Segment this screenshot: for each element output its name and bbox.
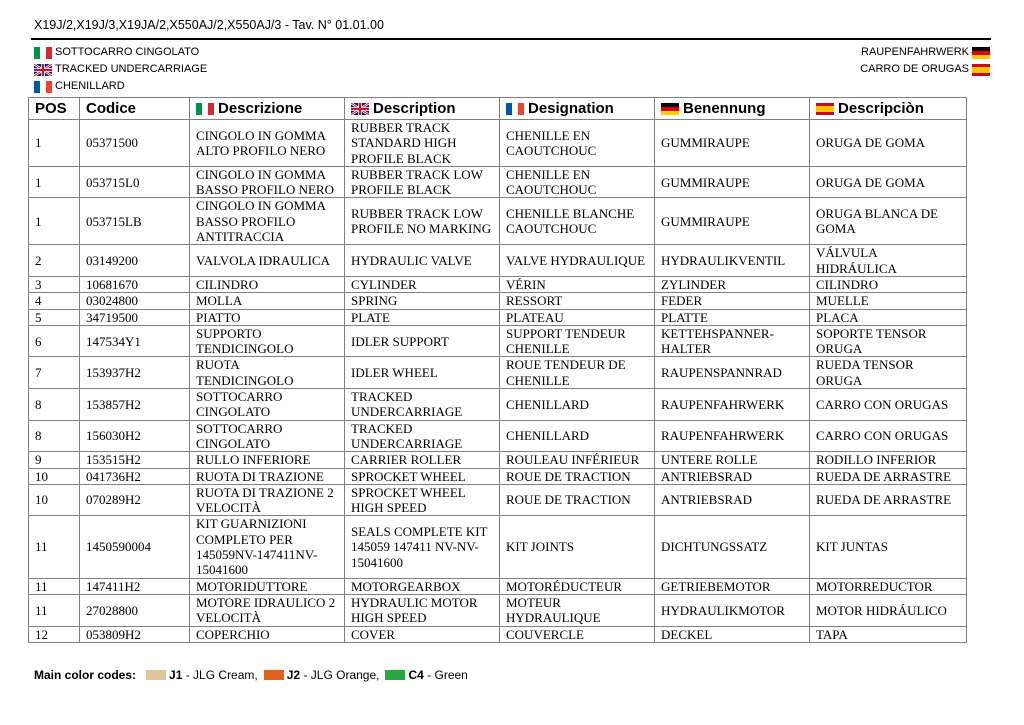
- table-row: [29, 484, 967, 516]
- table-cell: 05371500: [80, 120, 190, 167]
- table-cell: RUEDA DE ARRASTRE: [810, 484, 967, 516]
- section-title-line: [34, 78, 207, 95]
- legend-item: [146, 668, 258, 682]
- table-row: [29, 293, 967, 309]
- table-cell: CHENILLARD: [500, 389, 655, 421]
- section-title-line: [860, 44, 990, 61]
- table-row: [29, 325, 967, 357]
- table-cell: 03149200: [80, 245, 190, 277]
- table-cell: RULLO INFERIORE: [190, 452, 345, 468]
- section-title-line: [860, 61, 990, 78]
- table-cell: VALVE HYDRAULIQUE: [500, 245, 655, 277]
- table-cell: 1: [29, 166, 80, 198]
- table-row: [29, 276, 967, 292]
- table-cell: RUBBER TRACK LOW PROFILE NO MARKING: [345, 198, 500, 245]
- table-cell: CARRO CON ORUGAS: [810, 420, 967, 452]
- table-cell: IDLER SUPPORT: [345, 325, 500, 357]
- section-title-text: SOTTOCARRO CINGOLATO: [55, 46, 200, 58]
- table-cell: MOLLA: [190, 293, 345, 309]
- table-cell: 8: [29, 389, 80, 421]
- table-cell: ORUGA DE GOMA: [810, 120, 967, 167]
- table-cell: 3: [29, 276, 80, 292]
- table-row: [29, 578, 967, 594]
- table-cell: 6: [29, 325, 80, 357]
- spain-flag-icon: [816, 103, 834, 115]
- table-cell: 147411H2: [80, 578, 190, 594]
- color-swatch: [264, 670, 284, 680]
- table-cell: CARRIER ROLLER: [345, 452, 500, 468]
- color-description: - JLG Cream,: [182, 668, 258, 682]
- header-divider: [31, 38, 991, 40]
- table-cell: FEDER: [655, 293, 810, 309]
- column-header: [29, 98, 80, 120]
- table-cell: SUPPORT TENDEUR CHENILLE: [500, 325, 655, 357]
- table-cell: ROULEAU INFÉRIEUR: [500, 452, 655, 468]
- table-row: [29, 245, 967, 277]
- table-cell: 8: [29, 420, 80, 452]
- germany-flag-icon: [972, 47, 990, 59]
- table-cell: CYLINDER: [345, 276, 500, 292]
- table-cell: PLATE: [345, 309, 500, 325]
- table-cell: MOTORIDUTTORE: [190, 578, 345, 594]
- table-cell: 12: [29, 626, 80, 642]
- column-header: [500, 98, 655, 120]
- table-cell: CARRO CON ORUGAS: [810, 389, 967, 421]
- table-cell: VÁLVULA HIDRÁULICA: [810, 245, 967, 277]
- table-row: [29, 452, 967, 468]
- italy-flag-icon: [196, 103, 214, 115]
- table-cell: PLATEAU: [500, 309, 655, 325]
- table-cell: 2: [29, 245, 80, 277]
- table-cell: KETTEHSPANNER-HALTER: [655, 325, 810, 357]
- table-cell: MOTEUR HYDRAULIQUE: [500, 594, 655, 626]
- table-row: [29, 120, 967, 167]
- table-cell: 03024800: [80, 293, 190, 309]
- table-cell: TRACKED UNDERCARRIAGE: [345, 389, 500, 421]
- color-swatch: [146, 670, 166, 680]
- table-cell: 156030H2: [80, 420, 190, 452]
- color-legend: [34, 668, 474, 682]
- column-header: [655, 98, 810, 120]
- table-cell: UNTERE ROLLE: [655, 452, 810, 468]
- table-cell: IDLER WHEEL: [345, 357, 500, 389]
- table-cell: ROUE DE TRACTION: [500, 468, 655, 484]
- table-cell: DECKEL: [655, 626, 810, 642]
- table-cell: 1: [29, 198, 80, 245]
- table-cell: 10: [29, 468, 80, 484]
- table-cell: RUEDA DE ARRASTRE: [810, 468, 967, 484]
- table-cell: SOPORTE TENSOR ORUGA: [810, 325, 967, 357]
- table-row: [29, 166, 967, 198]
- table-cell: 070289H2: [80, 484, 190, 516]
- section-title-line: [34, 44, 207, 61]
- parts-table: [28, 97, 967, 643]
- table-cell: 34719500: [80, 309, 190, 325]
- table-cell: 153937H2: [80, 357, 190, 389]
- legend-items: [146, 668, 474, 682]
- table-cell: RUBBER TRACK STANDARD HIGH PROFILE BLACK: [345, 120, 500, 167]
- table-cell: ANTRIEBSRAD: [655, 484, 810, 516]
- table-cell: RAUPENSPANNRAD: [655, 357, 810, 389]
- column-header: [190, 98, 345, 120]
- table-cell: RUEDA TENSOR ORUGA: [810, 357, 967, 389]
- table-cell: VÉRIN: [500, 276, 655, 292]
- table-cell: 053715L0: [80, 166, 190, 198]
- table-cell: CHENILLARD: [500, 420, 655, 452]
- section-titles-right: [860, 44, 990, 78]
- table-cell: PLATTE: [655, 309, 810, 325]
- legend-item: [385, 668, 467, 682]
- table-cell: CILINDRO: [810, 276, 967, 292]
- table-row: [29, 468, 967, 484]
- column-header-label: Descripciòn: [838, 100, 924, 117]
- table-cell: HYDRAULIKMOTOR: [655, 594, 810, 626]
- table-cell: 1: [29, 120, 80, 167]
- table-cell: RAUPENFAHRWERK: [655, 420, 810, 452]
- column-header-label: POS: [35, 100, 67, 117]
- table-cell: 053715LB: [80, 198, 190, 245]
- table-cell: SPRING: [345, 293, 500, 309]
- table-row: [29, 389, 967, 421]
- table-cell: ZYLINDER: [655, 276, 810, 292]
- table-row: [29, 309, 967, 325]
- table-cell: KIT JOINTS: [500, 516, 655, 578]
- table-cell: 5: [29, 309, 80, 325]
- table-cell: RUOTA TENDICINGOLO: [190, 357, 345, 389]
- italy-flag-icon: [34, 47, 52, 59]
- table-cell: MOTORREDUCTOR: [810, 578, 967, 594]
- table-cell: KIT JUNTAS: [810, 516, 967, 578]
- column-header: [345, 98, 500, 120]
- color-swatch: [385, 670, 405, 680]
- table-cell: SPROCKET WHEEL: [345, 468, 500, 484]
- color-code: C4: [408, 668, 424, 682]
- table-row: [29, 594, 967, 626]
- table-cell: CHENILLE BLANCHE CAOUTCHOUC: [500, 198, 655, 245]
- table-cell: DICHTUNGSSATZ: [655, 516, 810, 578]
- france-flag-icon: [34, 81, 52, 93]
- uk-flag-icon: [351, 103, 369, 115]
- section-titles-left: [34, 44, 207, 95]
- table-cell: 153857H2: [80, 389, 190, 421]
- table-cell: RAUPENFAHRWERK: [655, 389, 810, 421]
- table-cell: SUPPORTO TENDICINGOLO: [190, 325, 345, 357]
- table-cell: RUBBER TRACK LOW PROFILE BLACK: [345, 166, 500, 198]
- table-cell: ORUGA BLANCA DE GOMA: [810, 198, 967, 245]
- table-cell: 10681670: [80, 276, 190, 292]
- column-header-label: Descrizione: [218, 100, 303, 117]
- germany-flag-icon: [661, 103, 679, 115]
- color-description: - JLG Orange,: [300, 668, 380, 682]
- table-cell: SPROCKET WHEEL HIGH SPEED: [345, 484, 500, 516]
- table-cell: MOTOR HIDRÁULICO: [810, 594, 967, 626]
- table-cell: CHENILLE EN CAOUTCHOUC: [500, 120, 655, 167]
- table-cell: 153515H2: [80, 452, 190, 468]
- color-code: J2: [286, 668, 301, 682]
- table-cell: 053809H2: [80, 626, 190, 642]
- table-cell: MOTORE IDRAULICO 2 VELOCITÀ: [190, 594, 345, 626]
- table-cell: ROUE TENDEUR DE CHENILLE: [500, 357, 655, 389]
- table-cell: RESSORT: [500, 293, 655, 309]
- table-cell: SEALS COMPLETE KIT 145059 147411 NV-NV-15041600: [345, 516, 500, 578]
- color-description: - Green: [423, 668, 468, 682]
- table-row: [29, 357, 967, 389]
- table-cell: CINGOLO IN GOMMA BASSO PROFILO ANTITRACCIA: [190, 198, 345, 245]
- document-title: X19J/2,X19J/3,X19JA/2,X550AJ/2,X550AJ/3 - Tav. N° 01.01.00: [34, 18, 384, 32]
- table-cell: ANTRIEBSRAD: [655, 468, 810, 484]
- column-header-label: Benennung: [683, 100, 766, 117]
- table-cell: RUOTA DI TRAZIONE: [190, 468, 345, 484]
- table-cell: GETRIEBEMOTOR: [655, 578, 810, 594]
- table-cell: TAPA: [810, 626, 967, 642]
- table-cell: 7: [29, 357, 80, 389]
- table-cell: PIATTO: [190, 309, 345, 325]
- column-header-label: Designation: [528, 100, 614, 117]
- table-cell: HYDRAULIKVENTIL: [655, 245, 810, 277]
- table-row: [29, 420, 967, 452]
- table-cell: SOTTOCARRO CINGOLATO: [190, 389, 345, 421]
- color-code: J1: [169, 668, 183, 682]
- table-cell: 11: [29, 594, 80, 626]
- table-cell: KIT GUARNIZIONI COMPLETO PER 145059NV-147411NV-15041600: [190, 516, 345, 578]
- column-header: [80, 98, 190, 120]
- table-cell: SOTTOCARRO CINGOLATO: [190, 420, 345, 452]
- table-row: [29, 626, 967, 642]
- section-title-text: RAUPENFAHRWERK: [861, 46, 969, 58]
- table-cell: HYDRAULIC MOTOR HIGH SPEED: [345, 594, 500, 626]
- table-cell: RODILLO INFERIOR: [810, 452, 967, 468]
- table-row: [29, 516, 967, 578]
- table-cell: VALVOLA IDRAULICA: [190, 245, 345, 277]
- legend-item: [264, 668, 380, 682]
- table-cell: COVER: [345, 626, 500, 642]
- section-title-text: TRACKED UNDERCARRIAGE: [55, 63, 208, 75]
- table-cell: 11: [29, 516, 80, 578]
- table-cell: CILINDRO: [190, 276, 345, 292]
- table-cell: 041736H2: [80, 468, 190, 484]
- table-cell: 4: [29, 293, 80, 309]
- table-cell: ORUGA DE GOMA: [810, 166, 967, 198]
- table-cell: COPERCHIO: [190, 626, 345, 642]
- table-cell: 10: [29, 484, 80, 516]
- table-cell: COUVERCLE: [500, 626, 655, 642]
- table-cell: GUMMIRAUPE: [655, 166, 810, 198]
- table-cell: CINGOLO IN GOMMA BASSO PROFILO NERO: [190, 166, 345, 198]
- table-cell: 9: [29, 452, 80, 468]
- table-cell: CHENILLE EN CAOUTCHOUC: [500, 166, 655, 198]
- table-row: [29, 198, 967, 245]
- section-title-text: CHENILLARD: [55, 80, 125, 92]
- table-cell: 27028800: [80, 594, 190, 626]
- table-cell: TRACKED UNDERCARRIAGE: [345, 420, 500, 452]
- table-cell: MOTORGEARBOX: [345, 578, 500, 594]
- table-header-row: [29, 98, 967, 120]
- column-header-label: Codice: [86, 100, 137, 117]
- column-header-label: Description: [373, 100, 456, 117]
- france-flag-icon: [506, 103, 524, 115]
- table-cell: 1450590004: [80, 516, 190, 578]
- column-header: [810, 98, 967, 120]
- table-cell: 11: [29, 578, 80, 594]
- legend-label: Main color codes:: [34, 668, 137, 682]
- table-cell: HYDRAULIC VALVE: [345, 245, 500, 277]
- spain-flag-icon: [972, 64, 990, 76]
- table-cell: CINGOLO IN GOMMA ALTO PROFILO NERO: [190, 120, 345, 167]
- table-cell: GUMMIRAUPE: [655, 120, 810, 167]
- table-cell: PLACA: [810, 309, 967, 325]
- table-cell: MUELLE: [810, 293, 967, 309]
- table-body: [29, 120, 967, 643]
- table-cell: ROUE DE TRACTION: [500, 484, 655, 516]
- uk-flag-icon: [34, 64, 52, 76]
- table-cell: RUOTA DI TRAZIONE 2 VELOCITÀ: [190, 484, 345, 516]
- table-cell: MOTORÉDUCTEUR: [500, 578, 655, 594]
- section-title-text: CARRO DE ORUGAS: [860, 63, 969, 75]
- table-cell: GUMMIRAUPE: [655, 198, 810, 245]
- section-title-line: [34, 61, 207, 78]
- table-cell: 147534Y1: [80, 325, 190, 357]
